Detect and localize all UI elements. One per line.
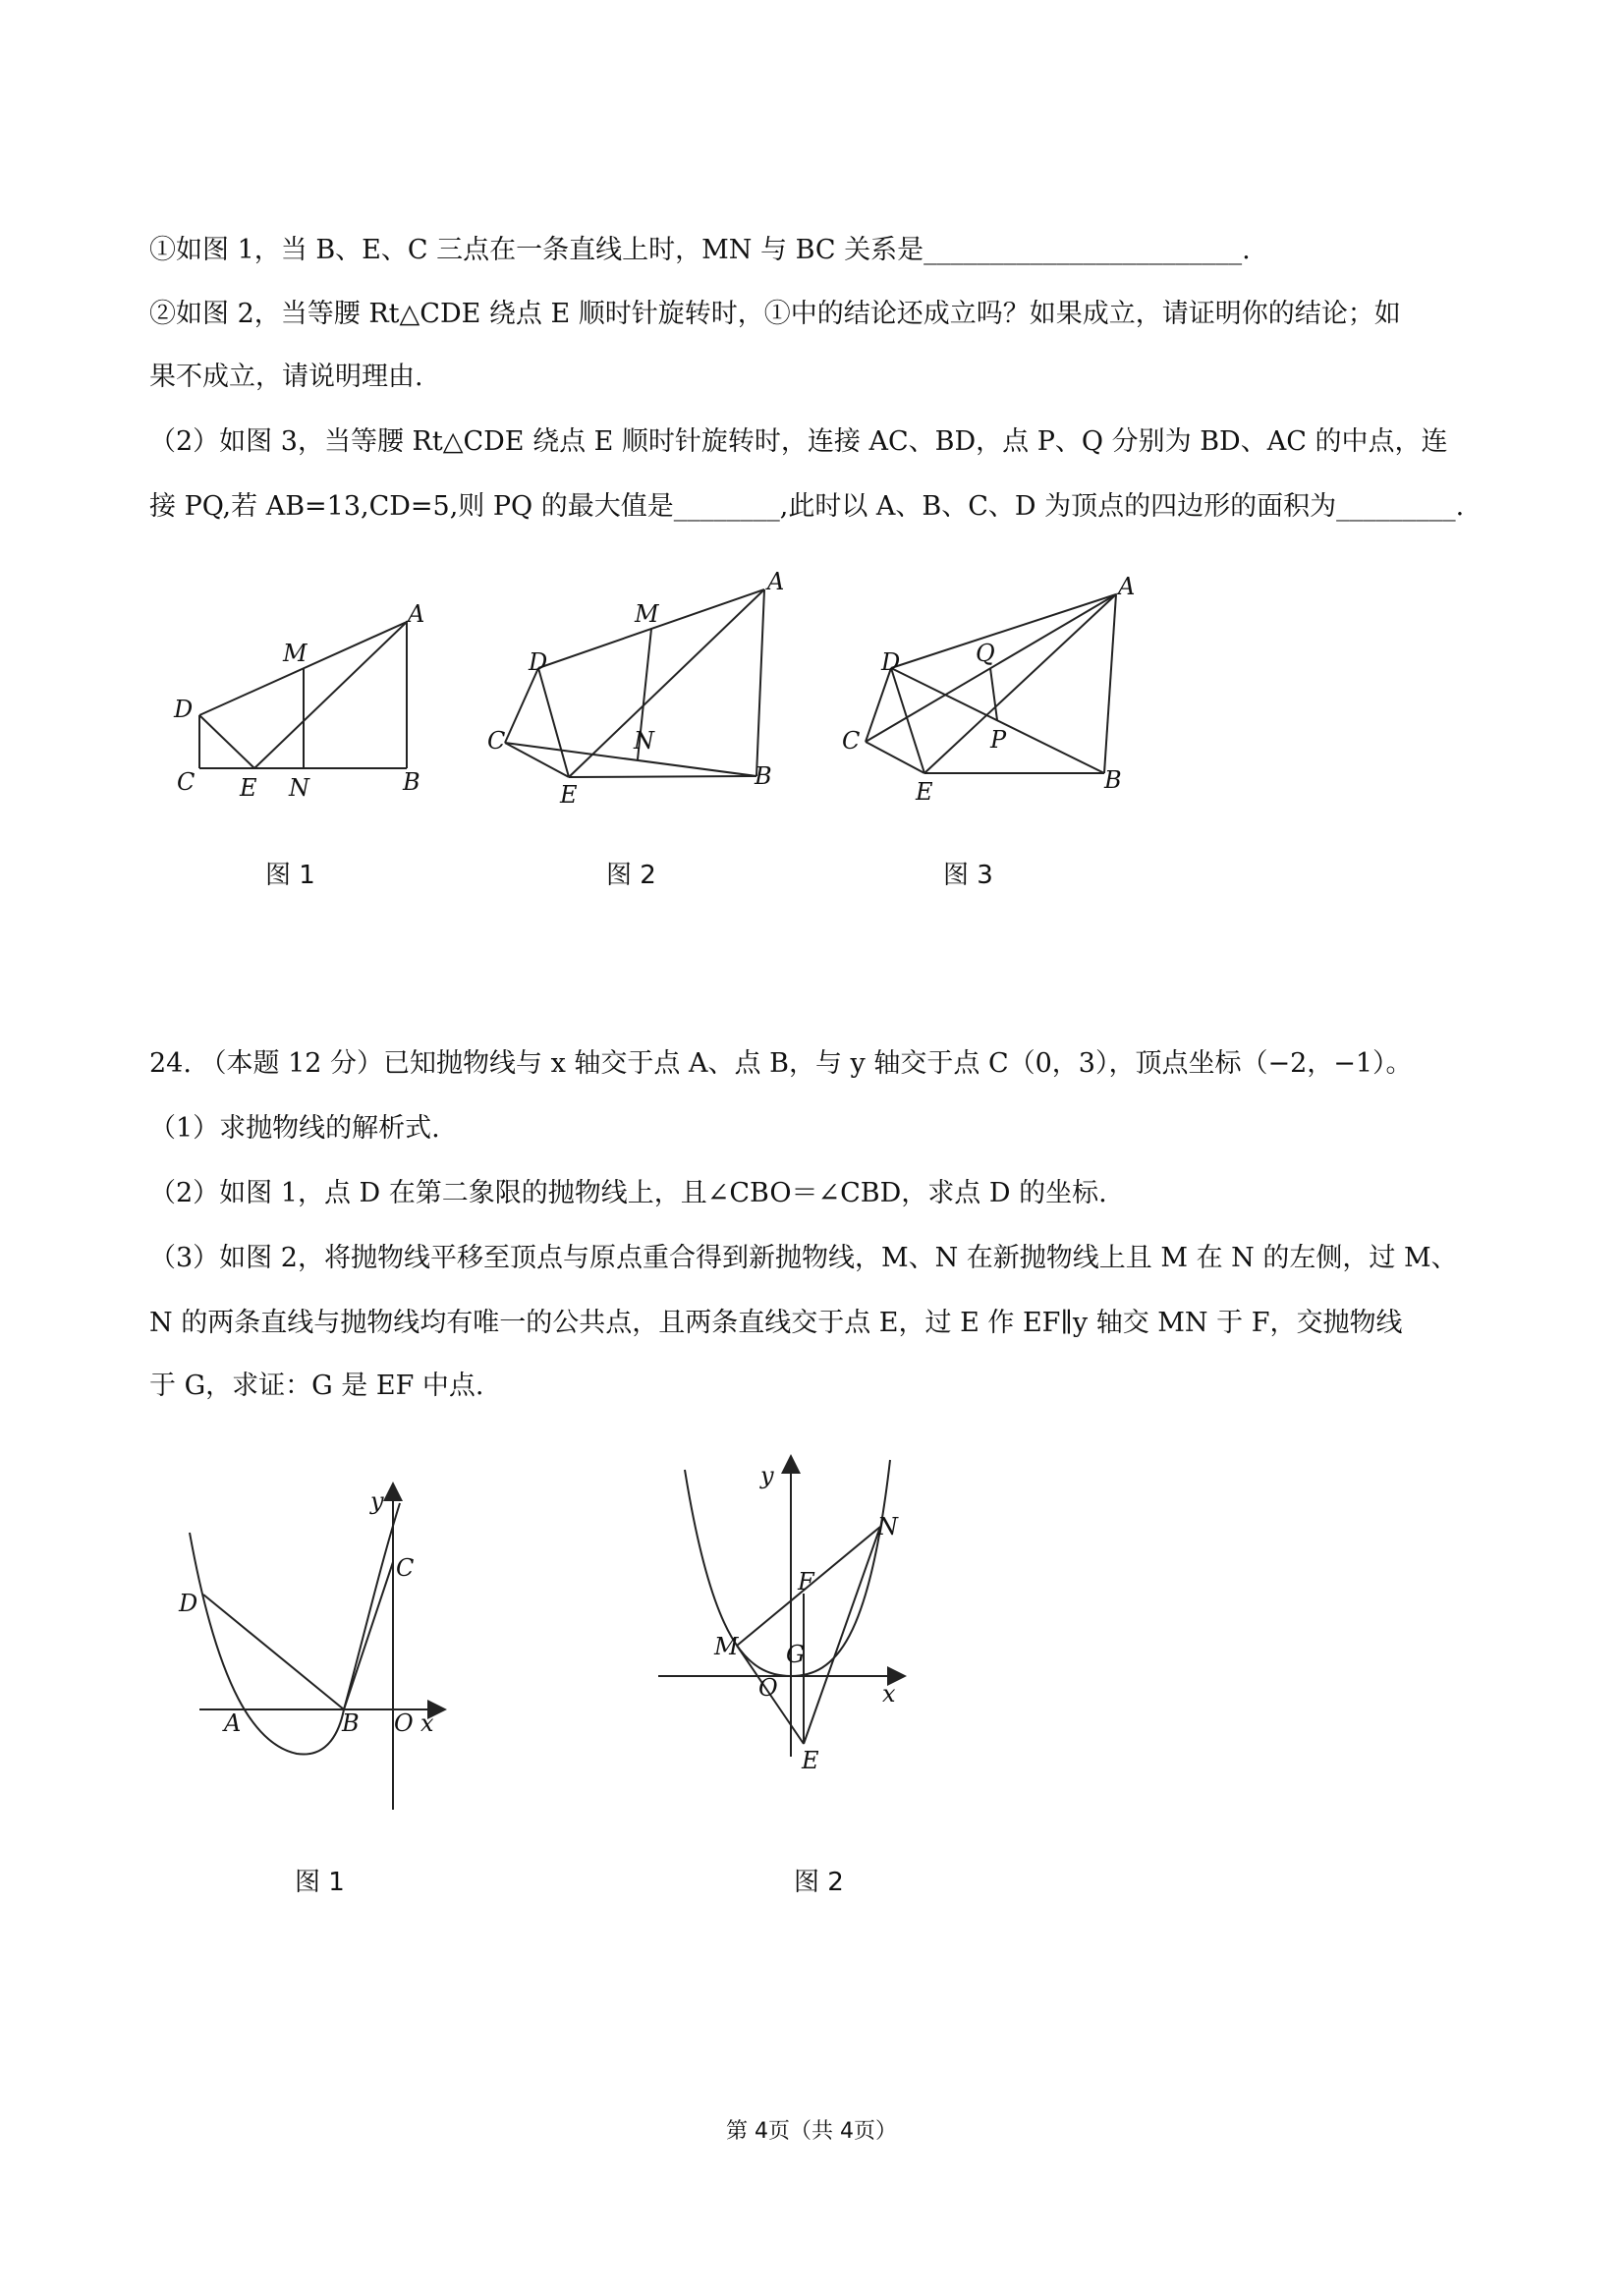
- fig2-label-e: E: [560, 781, 578, 809]
- fig1-label-n: N: [289, 774, 309, 802]
- fig3-label-q: Q: [976, 640, 995, 667]
- fig3-caption: 图 3: [943, 861, 993, 890]
- q24-fig1-caption: 图 1: [295, 1868, 345, 1897]
- fig2-label-a: A: [767, 568, 785, 595]
- q24-fig2-caption: 图 2: [794, 1868, 844, 1897]
- q23-line-4: （2）如图 3，当等腰 Rt△CDE 绕点 E 顺时针旋转时，连接 AC、BD，点 P、Q 分别为 BD、AC 的中点，连: [149, 426, 1448, 457]
- q24-line-2: （1）求抛物线的解析式.: [149, 1113, 440, 1144]
- fig2-label-m: M: [635, 600, 659, 628]
- q23-line-5: 接 PQ,若 AB=13,CD=5,则 PQ 的最大值是________,此时以 A、B、C、D 为顶点的四边形的面积为_________.: [149, 491, 1465, 522]
- q24-fig1-label-d: D: [179, 1590, 198, 1617]
- q24-line-3: （2）如图 1，点 D 在第二象限的抛物线上，且∠CBO＝∠CBD，求点 D 的坐标.: [149, 1178, 1107, 1208]
- q24-fig2-label-y: y: [760, 1462, 774, 1489]
- q23-line-3: 果不成立，请说明理由.: [149, 362, 423, 392]
- q24-fig1-label-o: O: [394, 1709, 414, 1737]
- fig2-caption: 图 2: [606, 861, 656, 890]
- fig2-label-n: N: [634, 727, 654, 755]
- q24-fig1-label-b: B: [342, 1709, 360, 1737]
- fig1-label-m: M: [283, 640, 308, 667]
- q24-line-1: 24. （本题 12 分）已知抛物线与 x 轴交于点 A、点 B，与 y 轴交于点 C（0，3），顶点坐标（−2，−1）。: [149, 1048, 1413, 1079]
- fig2-label-c: C: [487, 727, 506, 755]
- q24-figures: [0, 1444, 1623, 1837]
- fig2-label-d: D: [529, 648, 548, 676]
- q24-line-5: N 的两条直线与抛物线均有唯一的公共点，且两条直线交于点 E，过 E 作 EF∥y 轴交 MN 于 F，交抛物线: [149, 1308, 1403, 1338]
- fig3-label-a: A: [1118, 573, 1136, 600]
- page-footer: 第 4页（共 4页）: [726, 2119, 897, 2144]
- q24-fig2-label-o: O: [758, 1674, 778, 1702]
- q23-line-2: ②如图 2，当等腰 Rt△CDE 绕点 E 顺时针旋转时，①中的结论还成立吗？如果成立，请证明你的结论；如: [149, 299, 1401, 329]
- fig2-label-b: B: [755, 762, 772, 790]
- fig1-label-a: A: [408, 600, 425, 628]
- fig1-label-e: E: [240, 774, 257, 802]
- q24-line-4: （3）如图 2，将抛物线平移至顶点与原点重合得到新抛物线，M、N 在新抛物线上且 M 在 N 的左侧，过 M、: [149, 1243, 1458, 1273]
- q23-figures: [0, 560, 1623, 914]
- q23-line-1: ①如图 1，当 B、E、C 三点在一条直线上时，MN 与 BC 关系是________________________.: [149, 235, 1251, 265]
- fig1-label-d: D: [174, 696, 194, 723]
- q24-fig2-label-m: M: [714, 1633, 739, 1660]
- q24-fig2-label-e: E: [802, 1747, 819, 1774]
- fig3-label-p: P: [990, 726, 1007, 754]
- q24-fig1-label-y: y: [370, 1487, 384, 1515]
- fig3-label-b: B: [1104, 766, 1122, 794]
- q24-fig1-label-a: A: [224, 1709, 242, 1737]
- q24-fig2-label-n: N: [877, 1513, 898, 1540]
- fig1-label-c: C: [177, 768, 196, 796]
- fig1-caption: 图 1: [265, 861, 315, 890]
- q24-fig2-label-g: G: [786, 1641, 806, 1668]
- q24-fig2-label-f: F: [798, 1568, 814, 1596]
- q24-line-6: 于 G，求证：G 是 EF 中点.: [149, 1371, 484, 1401]
- q24-fig2-label-x: x: [882, 1680, 896, 1708]
- q24-fig1-label-x: x: [420, 1709, 434, 1737]
- fig3-label-d: D: [881, 648, 901, 676]
- fig1-label-b: B: [403, 768, 420, 796]
- fig3-label-c: C: [842, 727, 861, 755]
- fig3-label-e: E: [916, 778, 933, 806]
- q24-fig1-label-c: C: [396, 1554, 415, 1582]
